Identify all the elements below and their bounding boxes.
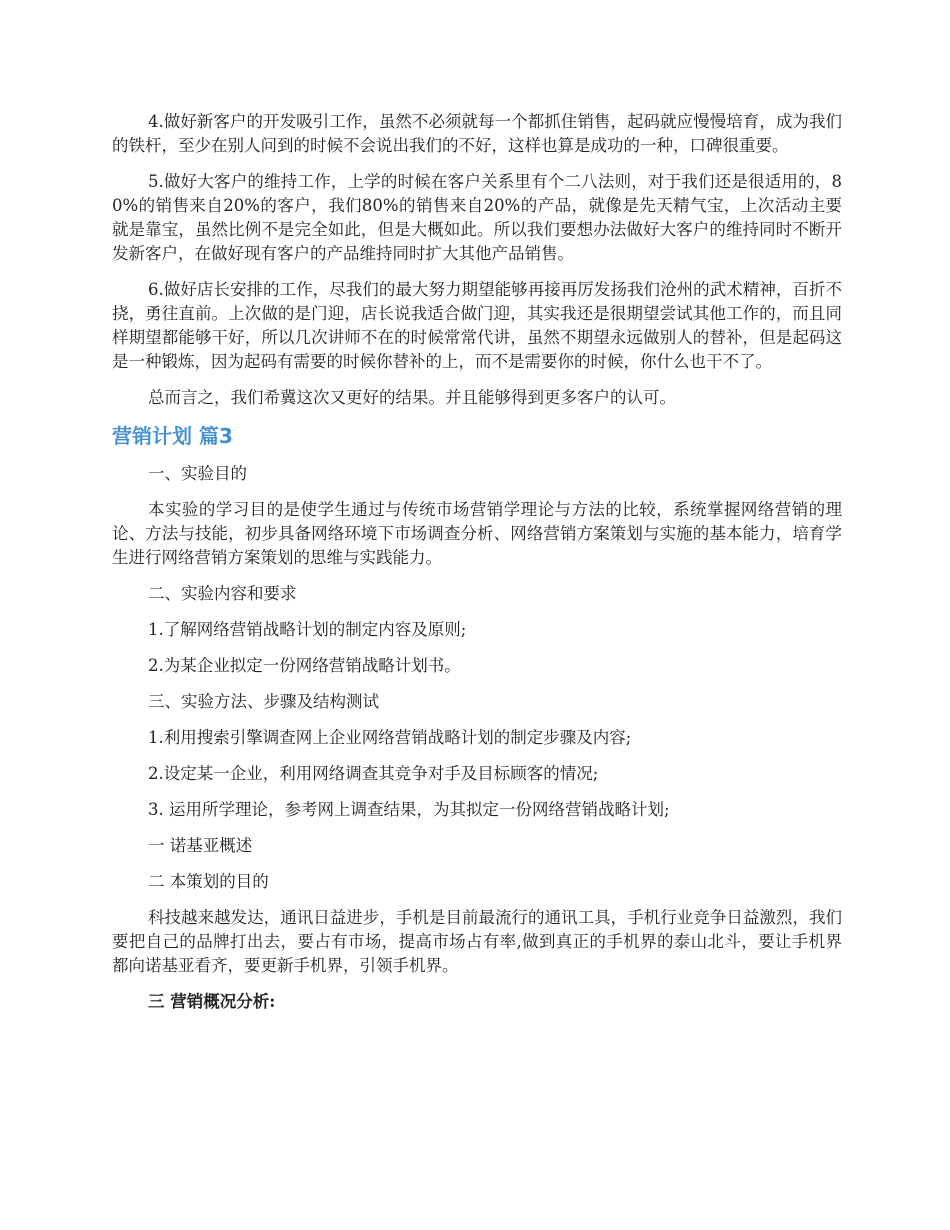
subheading-content-requirements: 二、实验内容和要求 [148, 584, 297, 603]
paragraph-summary: 总而言之，我们希冀这次又更好的结果。并且能够得到更多客户的认可。 [148, 388, 676, 407]
list-item-competitor-survey: 2.设定某一企业，利用网络调查其竞争对手及目标顾客的情况; [148, 764, 599, 783]
list-item-search-engine: 1.利用搜索引擎调查网上企业网络营销战略计划的制定步骤及内容; [148, 728, 632, 747]
subheading-experiment-purpose: 一、实验目的 [148, 464, 247, 483]
document-body [112, 110, 842, 1026]
paragraph-key-accounts: 5.做好大客户的维持工作，上学的时候在客户关系里有个二八法则，对于我们还是很适用的，80%的销售来自20%的客户，我们80%的销售来自20%的产品，就像是先天精气宝，上次活动主要就是靠宝，虽然比例不是完全如此，但是大概如此。所以我们要想办法做好大客户的维持同时不断开发新客户，在做好现有客户的产品维持同时扩大其他产品销售。 [112, 172, 842, 263]
subheading-plan-purpose: 二 本策划的目的 [148, 872, 269, 891]
paragraph-plan-purpose: 科技越来越发达，通讯日益进步，手机是目前最流行的通讯工具，手机行业竞争日益激烈，我们要把自己的品牌打出去，要占有市场，提高市场占有率,做到真正的手机界的泰山北斗，要让手机界都向诺基亚看齐，要更新手机界，引领手机界。 [112, 908, 842, 975]
subheading-methods-steps: 三、实验方法、步骤及结构测试 [148, 692, 379, 711]
paragraph-manager-tasks: 6.做好店长安排的工作，尽我们的最大努力期望能够再接再厉发扬我们沧州的武术精神，百折不挠，勇往直前。上次做的是门迎，店长说我适合做门迎，其实我还是很期望尝试其他工作的，而且同样期望都能够干好，所以几次讲师不在的时候常常代讲，虽然不期望永远做别人的替补，但是起码这是一种锻炼，因为起码有需要的时候你替补的上，而不是需要你的时候，你什么也干不了。 [112, 280, 842, 371]
paragraph-new-customers: 4.做好新客户的开发吸引工作，虽然不必须就每一个都抓住销售，起码就应慢慢培育，成为我们的铁杆，至少在别人问到的时候不会说出我们的不好，这样也算是成功的一种，口碑很重要。 [112, 112, 842, 155]
list-item-apply-theory: 3. 运用所学理论，参考网上调查结果，为其拟定一份网络营销战略计划; [148, 800, 670, 819]
list-item-draft-plan: 2.为某企业拟定一份网络营销战略计划书。 [148, 656, 461, 675]
section-heading: 营销计划 篇3 [112, 424, 233, 448]
subheading-marketing-analysis: 三 营销概况分析: [148, 992, 276, 1011]
list-item-understand-strategy: 1.了解网络营销战略计划的制定内容及原则; [148, 620, 467, 639]
paragraph-experiment-purpose: 本实验的学习目的是使学生通过与传统市场营销学理论与方法的比较，系统掌握网络营销的理论、方法与技能，初步具备网络环境下市场调查分析、网络营销方案策划与实施的基本能力，培育学生进行网络营销方案策划的思维与实践能力。 [112, 500, 842, 567]
subheading-nokia-overview: 一 诺基亚概述 [148, 836, 253, 855]
